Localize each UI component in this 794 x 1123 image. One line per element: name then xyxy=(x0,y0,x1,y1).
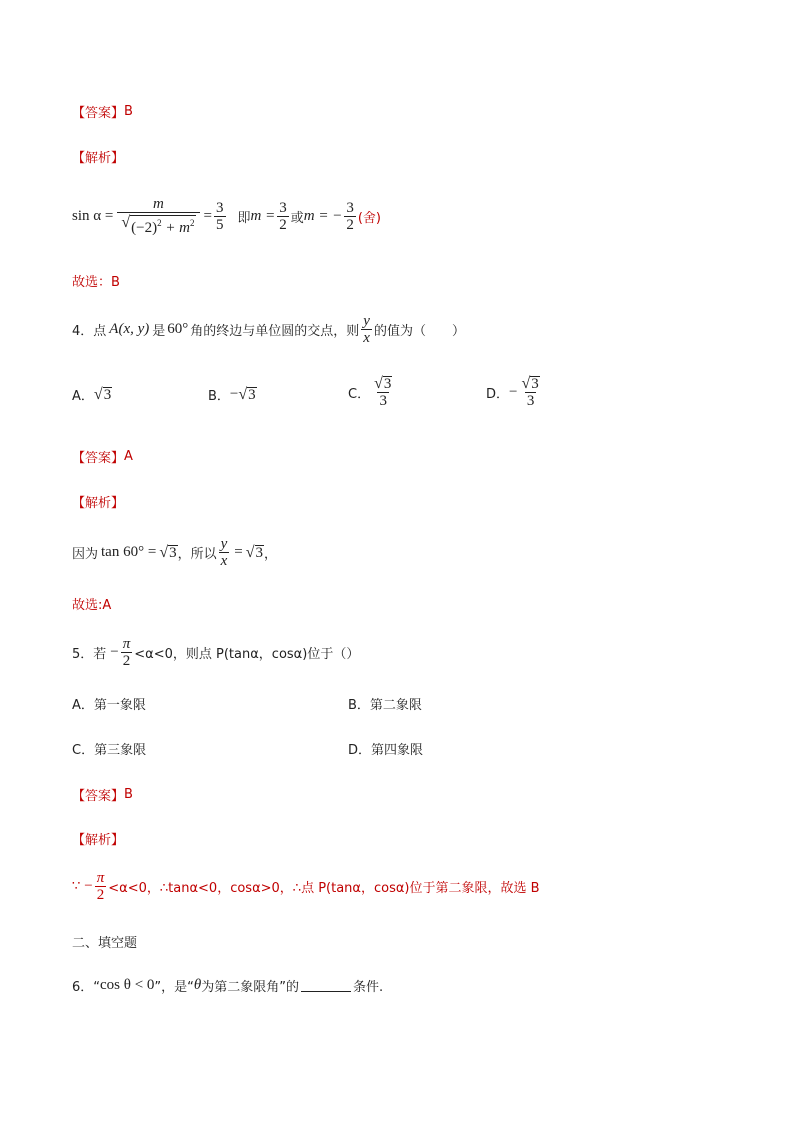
q5-option-d[interactable]: D．第四象限 xyxy=(348,743,424,758)
q6-answer-blank[interactable] xyxy=(301,979,351,992)
q5-solution: ∵ − $\frac{\pi}{2}$ <α<0，∴tanα<0，cosα>0，∴点 P(tanα，cosα)位于第二象限，故选 B xyxy=(72,870,540,903)
q3-main-fraction: m √ $(-2)^2 + m^2$ xyxy=(117,196,199,236)
q5-answer: 【答案】 B xyxy=(72,787,133,804)
q4-solution: 因为 tan 60° = √ 3 ，所以 $\frac{y}{x}$ = √ 3 ， xyxy=(72,536,278,569)
q4-question: 4．点 A(x, y) 是 60° 角的终边与单位圆的交点，则 $\frac{y}{x}$ 的值为（ ） xyxy=(72,313,465,346)
q6-question: 6．“ cos θ < 0 ”，是“ θ 为第二象限角”的 条件. xyxy=(72,977,384,995)
section-fill-in-heading: 二、填空题 xyxy=(72,936,138,951)
q3-choice: 故选：B xyxy=(72,275,120,290)
q4-analysis-label: 【解析】 xyxy=(72,496,125,511)
q5-option-b[interactable]: B．第二象限 xyxy=(348,698,422,713)
q4-option-a[interactable]: A． √ 3 xyxy=(72,385,112,404)
q5-option-c[interactable]: C．第三象限 xyxy=(72,743,147,758)
q4-option-c[interactable]: C． √ 3 3 xyxy=(348,375,392,409)
q5-option-a[interactable]: A．第一象限 xyxy=(72,698,146,713)
q3-analysis-label: 【解析】 xyxy=(72,151,125,166)
q5-analysis-label: 【解析】 xyxy=(72,833,125,848)
q4-choice: 故选:A xyxy=(72,598,112,613)
q5-question: 5．若 − $\frac{\pi}{2}$ <α<0，则点 P(tanα，cosα)位于（） xyxy=(72,636,360,669)
q4-answer: 【答案】 A xyxy=(72,449,133,466)
q4-option-b[interactable]: B． − √ 3 xyxy=(208,385,256,404)
q3-answer: 【答案】 B xyxy=(72,104,133,121)
q3-formula: sin α = m √ $(-2)^2 + m^2$ = $\frac{3}{5}$ 即 m = $\frac{3}{2}$ 或 m = − $\frac{3}{2}$ (舍) xyxy=(72,196,381,236)
q4-option-d[interactable]: D． − √ 3 3 xyxy=(486,375,539,409)
